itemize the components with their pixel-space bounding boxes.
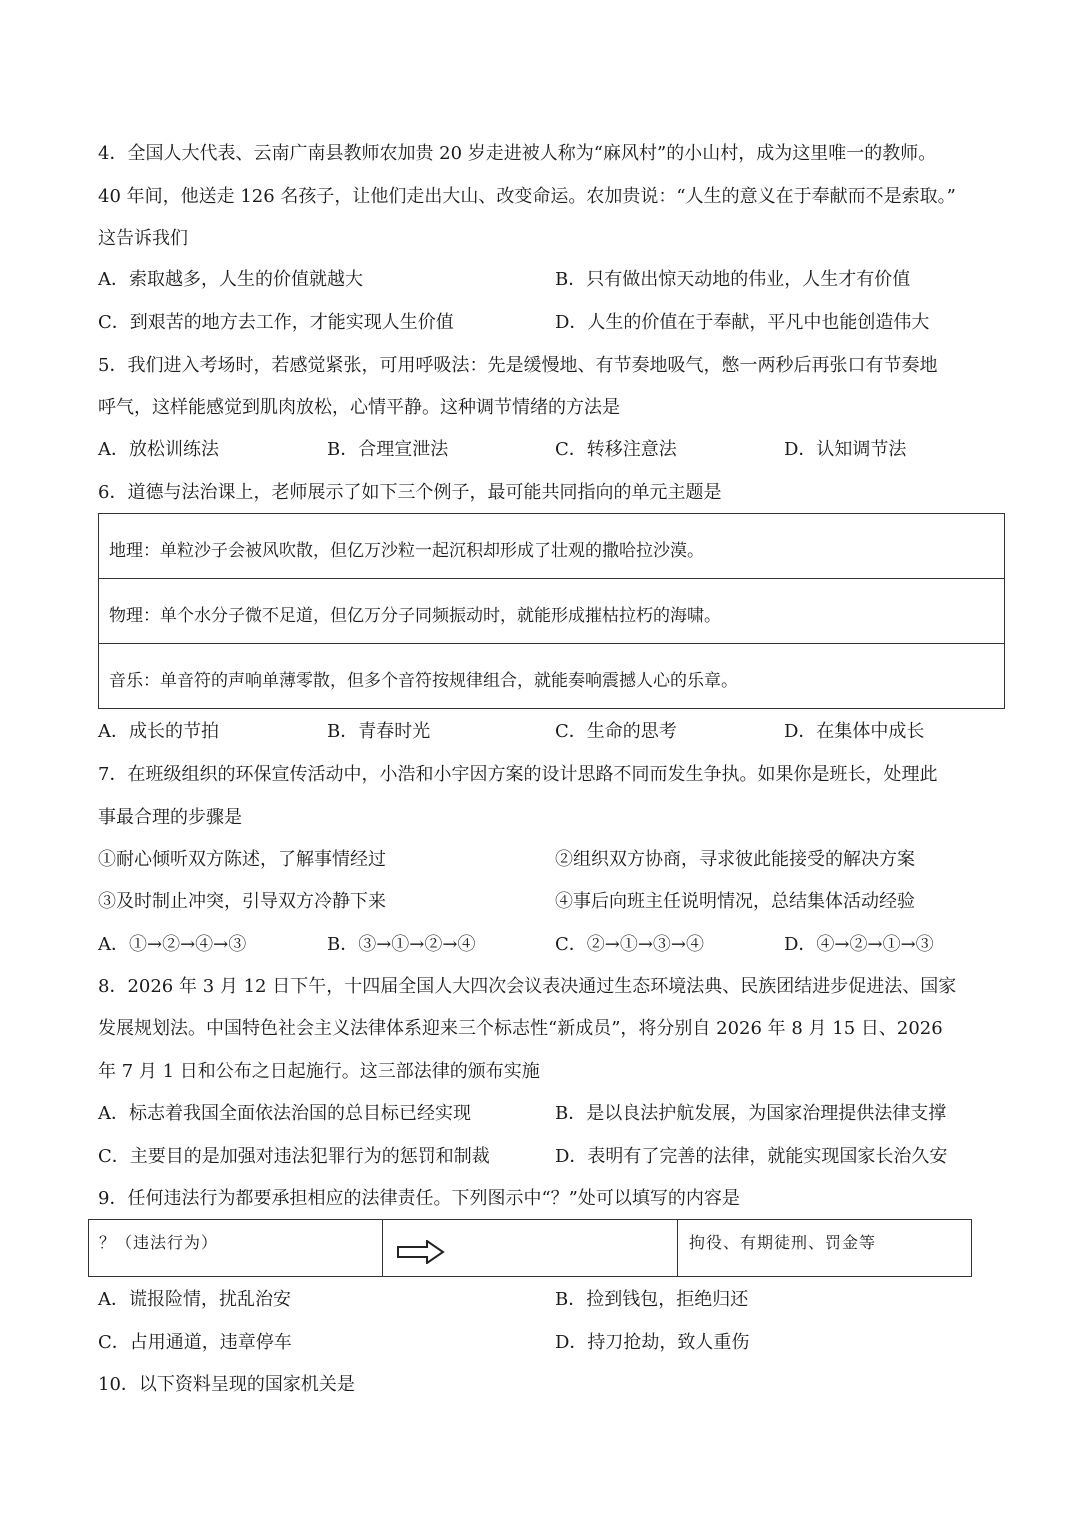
table-divider: [382, 1220, 383, 1276]
q9-cell-penalty: 拘役、有期徒刑、罚金等: [689, 1233, 877, 1252]
q7-option-c: C．②→①→③→④: [555, 934, 705, 955]
q6-option-d: D．在集体中成长: [784, 721, 925, 742]
q9-option-d: D．持刀抢劫，致人重伤: [555, 1332, 750, 1353]
q5-option-a: A．放松训练法: [98, 439, 219, 460]
q5-option-c: C．转移注意法: [555, 439, 677, 460]
table-divider: [677, 1220, 678, 1276]
q8-stem-line-1: 8．2026 年 3 月 12 日下午，十四届全国人大四次会议表决通过生态环境法典、民族团结进步促进法、国家: [98, 976, 957, 997]
q7-step-4: ④事后向班主任说明情况，总结集体活动经验: [555, 891, 915, 912]
q6-option-a: A．成长的节拍: [98, 721, 219, 742]
q8-option-b: B．是以良法护航发展，为国家治理提供法律支撑: [555, 1103, 947, 1124]
q7-option-b: B．③→①→②→④: [327, 934, 476, 955]
q4-option-a: A．索取越多，人生的价值就越大: [98, 269, 363, 290]
q4-option-c: C．到艰苦的地方去工作，才能实现人生价值: [98, 312, 454, 333]
q5-stem-line-1: 5．我们进入考场时，若感觉紧张，可用呼吸法：先是缓慢地、有节奏地吸气，憋一两秒后再张口有节奏地: [98, 355, 938, 376]
right-arrow-icon: [397, 1240, 445, 1264]
table-divider: [99, 643, 1004, 644]
q9-option-c: C．占用通道，违章停车: [98, 1332, 292, 1353]
q8-stem-line-2: 发展规划法。中国特色社会主义法律体系迎来三个标志性“新成员”，将分别自 2026 年 8 月 15 日、2026: [98, 1018, 943, 1039]
q7-stem-line-1: 7．在班级组织的环保宣传活动中，小浩和小宇因方案的设计思路不同而发生争执。如果你是班长，处理此: [98, 764, 938, 785]
q9-option-a: A．谎报险情，扰乱治安: [98, 1289, 291, 1310]
q9-option-b: B．捡到钱包，拒绝归还: [555, 1289, 749, 1310]
q6-option-c: C．生命的思考: [555, 721, 677, 742]
q6-examples-table: [98, 513, 1005, 709]
q4-stem-line-1: 4．全国人大代表、云南广南县教师农加贵 20 岁走进被人称为“麻风村”的小山村，成为这里唯一的教师。: [98, 143, 937, 164]
q8-option-a: A．标志着我国全面依法治国的总目标已经实现: [98, 1103, 471, 1124]
q7-step-3: ③及时制止冲突，引导双方冷静下来: [98, 891, 386, 912]
q7-option-a: A．①→②→④→③: [98, 934, 247, 955]
q7-option-d: D．④→②→①→③: [784, 934, 934, 955]
q4-stem-line-3: 这告诉我们: [98, 228, 188, 249]
q6-example-geography: 地理：单粒沙子会被风吹散，但亿万沙粒一起沉积却形成了壮观的撒哈拉沙漠。: [109, 541, 704, 561]
q5-stem-line-2: 呼气，这样能感觉到肌肉放松，心情平静。这种调节情绪的方法是: [98, 397, 620, 418]
q4-option-d: D．人生的价值在于奉献，平凡中也能创造伟大: [555, 312, 930, 333]
q9-stem: 9．任何违法行为都要承担相应的法律责任。下列图示中“？”处可以填写的内容是: [98, 1188, 740, 1209]
q9-cell-violation: ？（违法行为）: [99, 1233, 219, 1252]
q6-example-music: 音乐：单音符的声响单薄零散，但多个音符按规律组合，就能奏响震撼人心的乐章。: [109, 671, 738, 691]
q7-step-2: ②组织双方协商，寻求彼此能接受的解决方案: [555, 849, 915, 870]
q8-option-c: C．主要目的是加强对违法犯罪行为的惩罚和制裁: [98, 1146, 490, 1167]
q4-option-b: B．只有做出惊天动地的伟业，人生才有价值: [555, 269, 911, 290]
q9-diagram-table: [88, 1219, 972, 1277]
q10-stem: 10．以下资料呈现的国家机关是: [98, 1374, 355, 1395]
q8-stem-line-3: 年 7 月 1 日和公布之日起施行。这三部法律的颁布实施: [98, 1061, 540, 1082]
table-divider: [99, 578, 1004, 579]
q8-option-d: D．表明有了完善的法律，就能实现国家长治久安: [555, 1146, 948, 1167]
q5-option-b: B．合理宣泄法: [327, 439, 449, 460]
q6-example-physics: 物理：单个水分子微不足道，但亿万分子同频振动时，就能形成摧枯拉朽的海啸。: [109, 606, 721, 626]
q6-stem: 6．道德与法治课上，老师展示了如下三个例子，最可能共同指向的单元主题是: [98, 482, 722, 503]
q7-step-1: ①耐心倾听双方陈述，了解事情经过: [98, 849, 386, 870]
q7-stem-line-2: 事最合理的步骤是: [98, 807, 242, 828]
q6-option-b: B．青春时光: [327, 721, 431, 742]
q5-option-d: D．认知调节法: [784, 439, 907, 460]
q4-stem-line-2: 40 年间，他送走 126 名孩子，让他们走出大山、改变命运。农加贵说：“人生的意义在于奉献而不是索取。”: [98, 186, 956, 207]
